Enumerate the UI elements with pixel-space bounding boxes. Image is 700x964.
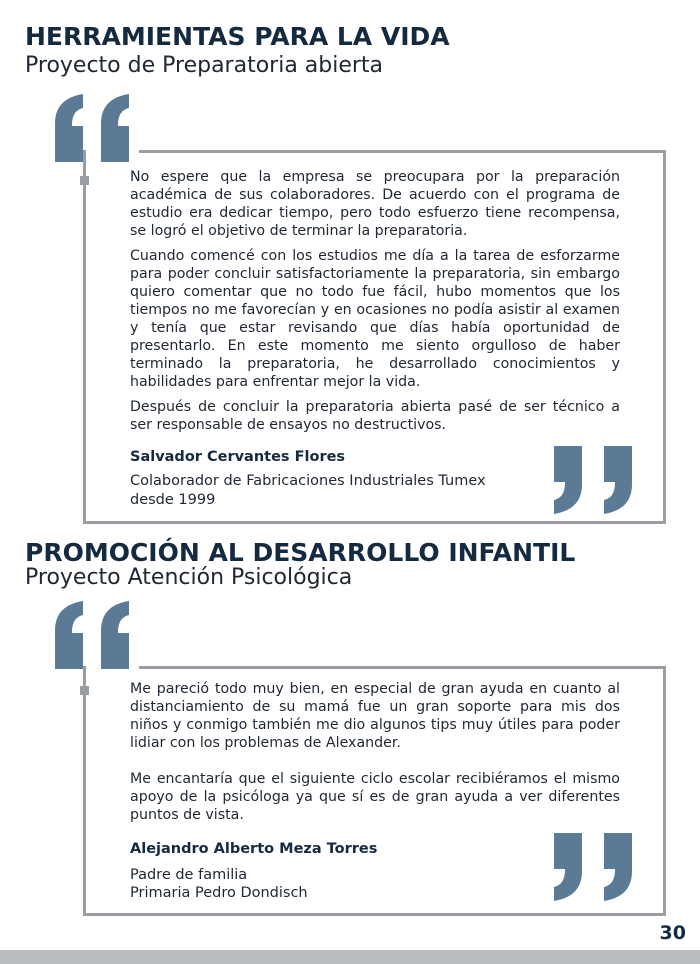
section-1-title: HERRAMIENTAS PARA LA VIDA <box>25 22 450 51</box>
testimonial-paragraph: Después de concluir la preparatoria abierta pasé de ser técnico a ser responsable de ensayos no destructivos. <box>130 399 620 433</box>
frame-tab-marker <box>80 176 89 185</box>
testimonial-body <box>130 680 620 831</box>
author-role-line: Primaria Pedro Dondisch <box>130 885 308 901</box>
author-role-line: Padre de familia <box>130 867 248 883</box>
author-role-line: desde 1999 <box>130 492 216 508</box>
testimonial-paragraph: Cuando comencé con los estudios me día a la tarea de esforzarme para poder concluir satisfactoriamente la preparatoria, sin embargo quiero comentar que no todo fue fácil, hubo momentos que los tiempos no me favorecían y en ocasiones no podía asistir al examen y tenía que estar revisando que días había oportunidad de presentarlo. En este momento me siento orgulloso de haber terminado la preparatoria, he desarrollado conocimientos y habilidades para enfrentar mejor la vida. <box>130 248 620 390</box>
testimonial-body <box>130 168 620 441</box>
opening-quote-icon <box>53 601 135 669</box>
testimonial-paragraph: No espere que la empresa se preocupara por la preparación académica de sus colaboradores. De acuerdo con el programa de estudio era dedicar tiempo, pero todo esfuerzo tiene recompensa, se logró el objetivo de terminar la preparatoria. <box>130 169 620 239</box>
closing-quote-icon <box>552 446 636 514</box>
section-1-subtitle: Proyecto de Preparatoria abierta <box>25 53 384 78</box>
author-name: Alejandro Alberto Meza Torres <box>130 841 378 857</box>
section-2-title: PROMOCIÓN AL DESARROLLO INFANTIL <box>25 538 576 567</box>
frame-tab-marker <box>80 686 89 695</box>
footer-bar <box>0 950 700 964</box>
closing-quote-icon <box>552 833 636 901</box>
section-2-subtitle: Proyecto Atención Psicológica <box>25 565 353 590</box>
author-role-line: Colaborador de Fabricaciones Industriales Tumex <box>130 473 486 489</box>
testimonial-paragraph: Me encantaría que el siguiente ciclo escolar recibiéramos el mismo apoyo de la psicóloga ya que sí es de gran ayuda a ver diferentes puntos de vista. <box>130 771 620 823</box>
testimonial-paragraph: Me pareció todo muy bien, en especial de gran ayuda en cuanto al distanciamiento de su mamá fue un gran soporte para mis dos niños y conmigo también me dio algunos tips muy útiles para poder lidiar con los problemas de Alexander. <box>130 681 620 751</box>
page-number: 30 <box>659 922 686 944</box>
author-name: Salvador Cervantes Flores <box>130 449 346 465</box>
